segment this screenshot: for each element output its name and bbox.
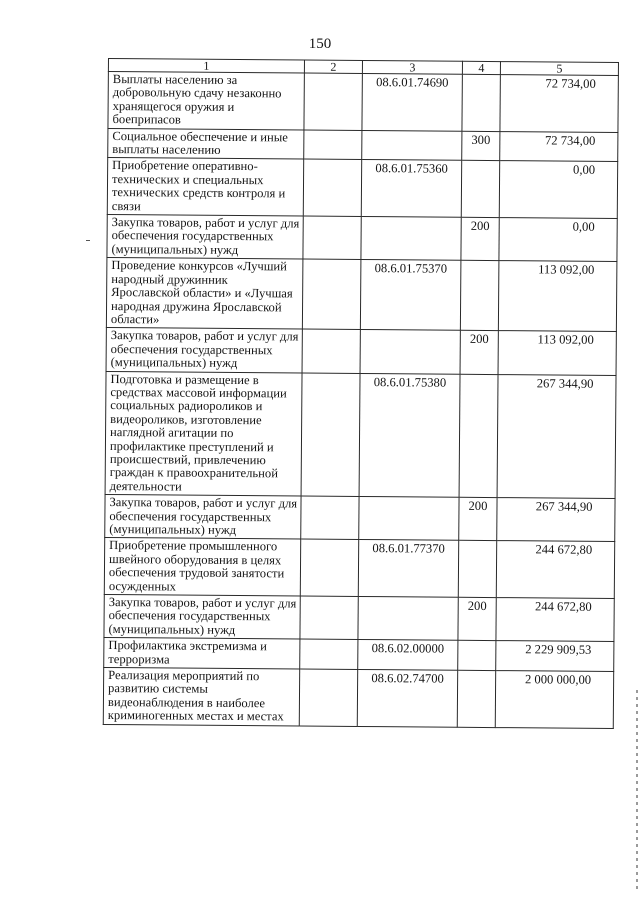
- row-col2-cell: [303, 159, 361, 216]
- row-sum-cell: 0,00: [499, 161, 617, 219]
- row-type-cell: [461, 161, 499, 218]
- row-sum-cell: 244 672,80: [496, 541, 614, 599]
- row-name-cell: Выплаты населению за добровольную сдачу незаконно хранящегося оружия и боеприпасов: [108, 72, 304, 130]
- row-type-cell: [462, 74, 500, 131]
- row-code-cell: 08.6.02.00000: [358, 640, 458, 671]
- row-code-cell: [361, 217, 461, 261]
- row-code-cell: 08.6.01.75360: [361, 160, 461, 217]
- row-col2-cell: [300, 539, 358, 596]
- row-type-cell: 200: [459, 497, 497, 541]
- table-row: [107, 215, 617, 262]
- row-col2-cell: [302, 259, 361, 329]
- header-col-4: 4: [462, 61, 500, 74]
- row-sum-cell: 72 734,00: [500, 75, 618, 133]
- row-name-cell: Закупка товаров, работ и услуг для обеспечения государственных (муниципальных) нужд: [104, 595, 300, 640]
- row-type-cell: 200: [460, 331, 498, 375]
- row-col2-cell: [303, 216, 361, 260]
- row-name-cell: Закупка товаров, работ и услуг для обеспечения государственных (муниципальных) нужд: [106, 328, 302, 373]
- header-col-5: 5: [500, 62, 618, 76]
- row-type-cell: 300: [462, 131, 500, 161]
- header-col-3: 3: [362, 60, 462, 74]
- row-sum-cell: 267 344,90: [497, 374, 616, 499]
- row-name-cell: Закупка товаров, работ и услуг для обеспечения государственных (муниципальных) нужд: [105, 495, 301, 540]
- row-code-cell: [359, 497, 459, 541]
- row-type-cell: [459, 374, 498, 498]
- row-code-cell: 08.6.01.74690: [362, 73, 462, 130]
- row-sum-cell: 113 092,00: [498, 331, 616, 375]
- row-name-cell: Подготовка и размещение в средствах массовой информации социальных радиороликов и видеороликов, изготовление наглядной агитации по профилактике преступлений и происшествий, привлечению граждан к правоохранительной деятельности: [105, 371, 302, 496]
- table-row: [104, 595, 614, 642]
- row-sum-cell: 2 000 000,00: [495, 671, 613, 729]
- row-type-cell: [458, 541, 496, 598]
- table-row: [108, 72, 618, 133]
- scan-edge-marks: [636, 690, 638, 890]
- row-code-cell: 08.6.01.75380: [359, 373, 460, 497]
- row-type-cell: [458, 641, 496, 671]
- table-row: [104, 538, 614, 599]
- row-type-cell: [460, 261, 499, 331]
- row-name-cell: Проведение конкурсов «Лучший народный дружинник Ярославской области» и «Лучшая народная дружина Ярославской области»: [106, 258, 303, 330]
- row-col2-cell: [302, 329, 360, 373]
- row-sum-cell: 244 672,80: [496, 598, 614, 642]
- row-col2-cell: [301, 496, 359, 540]
- table-row: [107, 158, 617, 219]
- table-row: [106, 328, 616, 375]
- row-col2-cell: [304, 130, 362, 160]
- row-type-cell: 200: [461, 217, 499, 261]
- row-type-cell: [457, 670, 495, 727]
- row-col2-cell: [300, 596, 358, 640]
- row-col2-cell: [304, 73, 362, 130]
- row-name-cell: Социальное обеспечение и иные выплаты населению: [108, 128, 304, 159]
- row-col2-cell: [301, 373, 360, 497]
- row-code-cell: 08.6.02.74700: [357, 670, 457, 727]
- row-code-cell: 08.6.01.75370: [360, 260, 461, 331]
- table-row: [103, 668, 613, 729]
- table-row: [108, 128, 618, 162]
- header-col-2: 2: [304, 60, 362, 73]
- table-row: [104, 638, 614, 672]
- row-sum-cell: 113 092,00: [498, 261, 617, 332]
- page-number: 150: [308, 36, 332, 52]
- row-name-cell: Приобретение промышленного швейного оборудования в целях обеспечения трудовой занятости осужденных: [104, 538, 300, 596]
- row-name-cell: Закупка товаров, работ и услуг для обеспечения государственных (муниципальных) нужд: [107, 215, 303, 260]
- row-sum-cell: 2 229 909,53: [496, 641, 614, 672]
- budget-table: [103, 58, 619, 729]
- row-code-cell: 08.6.01.77370: [358, 540, 458, 597]
- row-type-cell: 200: [458, 597, 496, 641]
- row-name-cell: Реализация мероприятий по развитию системы видеонаблюдения в наиболее криминогенных местах и местах: [103, 668, 299, 726]
- header-col-1: 1: [108, 59, 304, 74]
- margin-mark: [86, 240, 90, 241]
- table-row: [105, 371, 616, 499]
- row-col2-cell: [299, 669, 357, 726]
- row-code-cell: [358, 597, 458, 641]
- row-name-cell: Приобретение оперативно-технических и специальных технических средств контроля и связи: [107, 158, 303, 216]
- row-sum-cell: 72 734,00: [500, 131, 618, 162]
- row-sum-cell: 0,00: [499, 218, 617, 262]
- row-code-cell: [362, 130, 462, 161]
- row-col2-cell: [300, 639, 358, 669]
- row-name-cell: Профилактика экстремизма и терроризма: [104, 638, 300, 669]
- row-code-cell: [360, 330, 460, 374]
- table-row: [106, 258, 617, 332]
- row-sum-cell: 267 344,90: [497, 498, 615, 542]
- table-row: [105, 495, 615, 542]
